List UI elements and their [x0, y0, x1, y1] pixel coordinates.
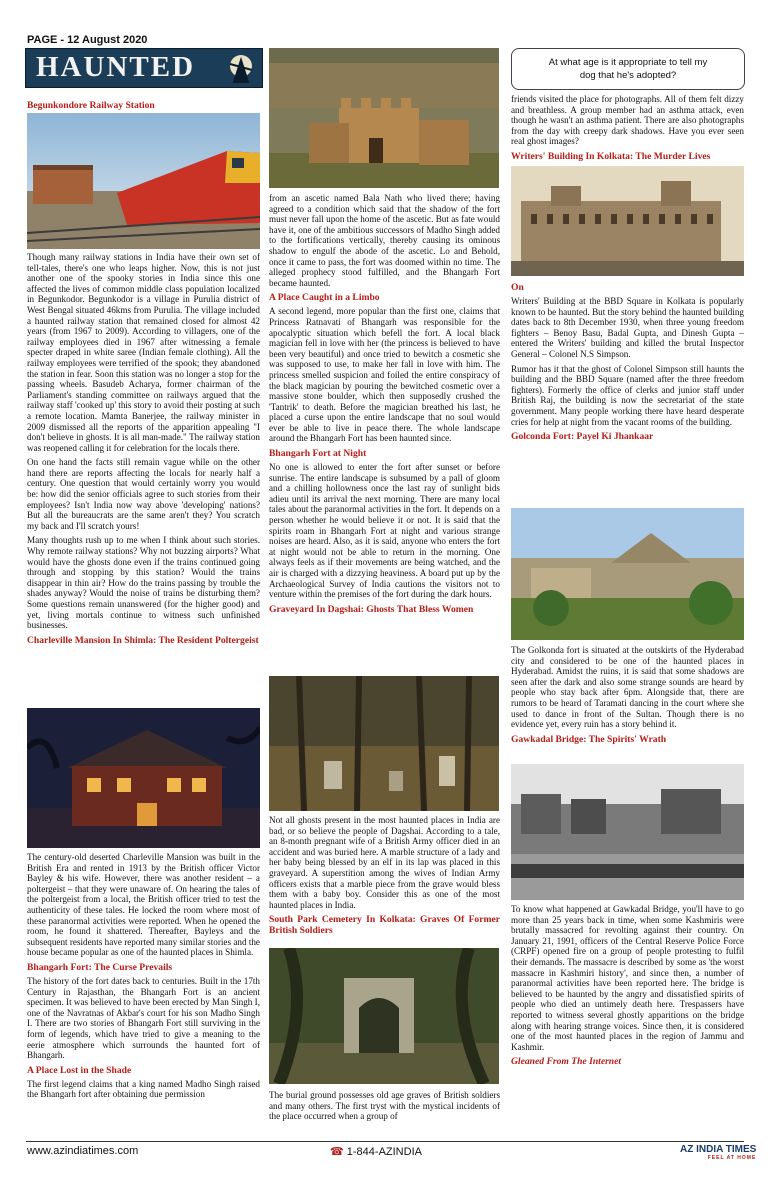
- paragraph: The first legend claims that a king named Madho Singh raised the Bhangarh fort after obtaining due permission: [27, 1078, 260, 1100]
- witch-silhouette-icon: [226, 52, 256, 84]
- sidebar-quote-text: At what age is it appropriate to tell my dog that he's adopted?: [548, 57, 708, 81]
- paragraph: friends visited the place for photographs. All of them felt dizzy and breathless. A group member had an asthma attack, even though he wasn't an asthma patient. There are also photographs from the day with creepy dark shadows. Have you ever seen real ghost images?: [511, 94, 744, 147]
- column-3: [511, 280, 744, 445]
- paragraph: Though many railway stations in India have their own set of tell-tales, there's one who leaps higher. Now, this is not just another one of the spooky stories in India since this one affected the lives of common middle class population localized in Begunkodor. Begunkodor is a village in Purulia district of West Bengal situated 46kms from Purulia. The village included a haunted railway station that remained closed for almost 42 years (from 1967 to 2009). According to villagers, one of the railway employees died in 1967 after witnessing a female specter draped in white saree (Indian female clothing). All the railway employees were terrified of the spook; they abandoned the station in fear. Soon this station was no longer a stop for the passing wheels. Basudeb Acharya, former chairman of the Parliament's standing committee on railways argued that the railway staff 'cooked up' this story to avoid their posting at such a remote location. Mamta Banerjee, the railway minister in 2009 dismissed all the reports of the apparition appealing "I don't believe in ghosts. It is all man-made." The railway station was reopened calling it for celebration for the locals there.: [27, 252, 260, 453]
- headline-bhangarh: Bhangarh Fort: The Curse Prevails: [27, 961, 173, 973]
- footer-phone-number: 1-844-AZINDIA: [346, 1146, 422, 1158]
- footer-logo: [680, 1144, 756, 1161]
- headline-south-park: South Park Cemetery In Kolkata: Graves Of Former British Soldiers: [269, 914, 500, 937]
- footer-website[interactable]: www.azindiatimes.com: [27, 1145, 139, 1157]
- headline-limbo: A Place Caught in a Limbo: [269, 292, 380, 304]
- paragraph: The Golkonda fort is situated at the outskirts of the Hyderabad city and considered to be one of the haunted places in Hyderabad. Amidst the ruins, it is said that some shadows are seen after the dark and also some strange sounds are heard by people who stay back after 6pm. Alongside that, there are rumors to be heard of Taramati dancing in the court where she used to dance in front of the Sultan. Though there is no evidence yet, every ruin has a story behind it.: [511, 645, 744, 730]
- writers-building-photo: [511, 166, 744, 276]
- footer-logo-tagline: FEEL AT HOME: [707, 1155, 757, 1161]
- headline-writers-building: Writers' Building In Kolkata: The Murder Lives: [511, 150, 711, 162]
- paragraph: The burial ground possesses old age graves of British soldiers and many others. The first tryst with the mystical incidents of the place occurred when a group of: [269, 1090, 500, 1122]
- column-2: [269, 193, 500, 618]
- headline-on: On: [511, 282, 524, 293]
- phone-icon: ☎: [330, 1146, 344, 1158]
- footer-phone: [330, 1145, 422, 1158]
- charleville-mansion-photo: [27, 708, 260, 848]
- footer-divider: [26, 1141, 744, 1142]
- credit-line: Gleaned From The Internet: [511, 1056, 622, 1068]
- column-3-mid: [511, 645, 744, 748]
- railway-station-photo: [27, 113, 260, 249]
- headline-golconda: Golconda Fort: Payel Ki Jhankaar: [511, 431, 654, 443]
- paragraph: Writers' Building at the BBD Square in Kolkata is popularly known to be haunted. But the story behind the haunted building dates back to 8th December 1930, when three young freedom fighters – Benoy Basu, Badal Gupta, and Dinesh Gupta – entered the Writers' building and killed the brutal Inspector General – Colonel N.S Simpson.: [511, 296, 744, 359]
- headline-gawkadal: Gawkadal Bridge: The Spirits' Wrath: [511, 733, 667, 745]
- dagshai-graveyard-photo: [269, 676, 499, 811]
- gawkadal-bridge-photo: [511, 764, 744, 900]
- headline-fort-night: Bhangarh Fort at Night: [269, 448, 367, 460]
- bhangarh-fort-photo: [269, 48, 499, 188]
- masthead: [25, 48, 263, 88]
- column-2-mid: [269, 815, 500, 939]
- column-1-top: [27, 98, 260, 114]
- paragraph: On one hand the facts still remain vague while on the other hand there are reports affecting the locals for nearly half a century. One question that would certainly worry you would be: how did the senior officials agree to such stories from their employees? Isn't India now way above 'developing' nations? But all the bureaucrats are the same aren't they? You scratch my back and I'll scratch yours!: [27, 457, 260, 531]
- column-1-bottom: [27, 852, 260, 1104]
- sidebar-quote-box: [511, 48, 745, 90]
- paragraph: A second legend, more popular than the first one, claims that Princess Ratnavati of Bhangarh was responsible for the apocalyptic situation which befell the fort. A local black magician fell in love with her (the princess is believed to have been very beautiful) and once tried to bewitch a cosmetic she was supposed to use, to make her fall in love with him. The princess smelled suspicion and foiled the entire conspiracy of the black magician by pouring the bewitched cosmetic over a massive stone boulder, which then supposedly crushed the 'Tantrik' to death. Before the magician breathed his last, he placed a curse upon the entire landscape that no soul would ever be able to live in peace there. The whole landscape around the Bhangarh Fort has been haunted since.: [269, 306, 500, 444]
- paragraph: To know what happened at Gawkadal Bridge, you'll have to go more than 25 years back in time, when some Kashmiris were brutally massacred for revolting against their country. On January 21, 1991, officers of the Central Reserve Police Force (CRPF) opened fire on a group of people protesting to fulfil their demands. The massacre is described by some as 'the worst massacre in Kashmiri history', and since then, a number of paranormal activities have been reported here. The bridge is believed to be haunted by the angry and dissatisfied spirits of people who died an untimely death here. Trespassers have reported to witness several ghostly apparitions on the bridge along with hearing strange voices. Since then, it is considered one of the most haunted places in the region of Jammu and Kashmir.: [511, 904, 744, 1052]
- page-label: PAGE - 12 August 2020: [27, 34, 148, 46]
- paragraph: from an ascetic named Bala Nath who lived there; having agreed to a condition which said that the shadow of the fort must never fall upon the home of the ascetic. But as fate would have it, one of the ambitious successors of Madho Singh added to the fortifications vertically, thereby causing its ominous shadow to engulf the abode of the ascetic. Lo and Behold, once it came to pass, the fort was doomed within no time. The alleged prophecy stood fulfilled, and the Bhangarh Fort became haunted.: [269, 193, 500, 288]
- headline-charleville: Charleville Mansion In Shimla: The Resident Poltergeist: [27, 634, 259, 646]
- golconda-fort-photo: [511, 508, 744, 640]
- paragraph: The history of the fort dates back to centuries. Built in the 17th Century in Rajasthan, the Bhangarh Fort is an ancient specimen. It was believed to have been erected by Man Singh I, one of the Navratnas of Akbar's court for his son Madho Singh I. There are two stories of Bhangarh Fort still surviving in the form of legends, which have tried to give a meaning to the eerie atmosphere which surrounds the haunted fort of Bhangarh.: [27, 975, 260, 1061]
- paragraph: Not all ghosts present in the most haunted places in India are bad, or so believe the people of Dagshai. According to a tale, an 8-month pregnant wife of a British Army officer died in an accident and was buried here. A marble structure of a lady and her baby being blessed by an elf in its lap was placed in this graveyard. A superstition among the wives of Indian Army officers exists that a marble piece from the grave would bless them with a baby boy. Consider this as one of the most haunted places in India.: [269, 815, 500, 910]
- south-park-cemetery-photo: [269, 948, 499, 1084]
- paragraph: Many thoughts rush up to me when I think about such stories. Why remote railway stations? Why not buzzing airports? What would have the ghosts done even if the trains continued going through and stopping by this station? Would the trains disappear in thin air? How do the trains passing by trouble the shades anyway? Would the noise of trains be disturbing them? Some questions remain unanswered (for the higher good) and yet, living mortals continue to witness such unfinished businesses.: [27, 535, 260, 631]
- column-2-bottom: [269, 1090, 500, 1126]
- footer-logo-text: AZ INDIA TIMES: [680, 1144, 757, 1155]
- paragraph: The century-old deserted Charleville Mansion was built in the British Era and rented in 1913 by the British officer Victor Bayley & his wife. However, there was another resident – a poltergeist – that they were unaware of. On hearing the tales of the poltergeist from a local, the British officer tried to test the authenticity of these tales. He locked the room where most of these paranormal activities were reported. When he opened the room, he found it shattered. Thereafter, Bayleys and the subsequent residents have reported many similar stories and the house became popular as one of the haunted places in Shimla.: [27, 852, 260, 958]
- column-3-bottom: [511, 904, 744, 1070]
- paragraph: No one is allowed to enter the fort after sunset or before sunrise. The entire landscape is subsumed by a pall of gloom and a chilling hollowness once the last ray of sunlight bids adieu until its arrival the next morning. There are many local tales about the paranormal activities in the fort. It depends on a person whether he would believe it or not. It is said that the spirits roam in Bhangarh Fort at night and various strange noises are heard. Also, as it is said, anyone who enters the fort at night would not be able to return in the morning. One always feels as if their movements are being watched, and the air is charged with a dizzying heaviness. A board put up by the Archaeological Survey of India cautions the visitors not to venture within the premises of the fort during the dark hours.: [269, 462, 500, 600]
- column-3-top: [511, 94, 744, 165]
- masthead-title: HAUNTED: [36, 51, 196, 83]
- headline-dagshai: Graveyard In Dagshai: Ghosts That Bless Women: [269, 603, 474, 615]
- column-1: [27, 252, 260, 649]
- paragraph: Rumor has it that the ghost of Colonel Simpson still haunts the building and the BBD Square (named after the three freedom fighters). Formerly the office of clerks and junior staff under British Raj, the building is now the secretariat of the state government. Many people working there have heard desperate cries for help at night from the vacant rooms of the building.: [511, 363, 744, 427]
- headline-begunkondore: Begunkondore Railway Station: [27, 100, 155, 111]
- headline-place-lost: A Place Lost in the Shade: [27, 1064, 132, 1076]
